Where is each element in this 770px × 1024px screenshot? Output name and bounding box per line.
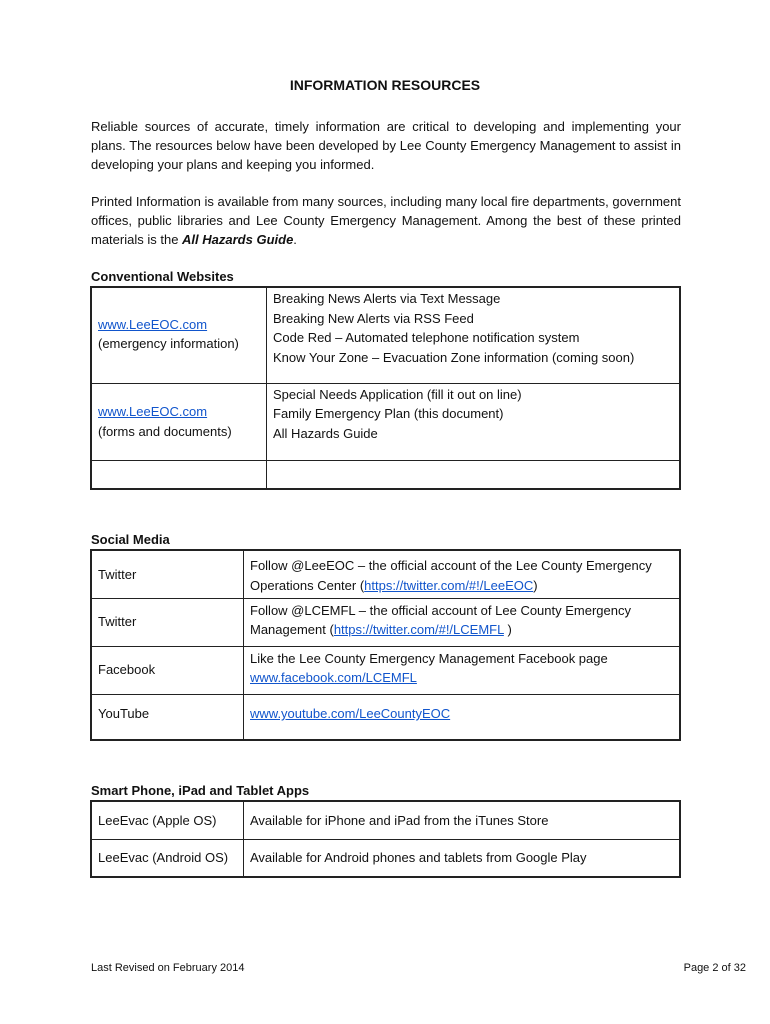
app-desc-cell	[244, 801, 681, 839]
social-media-heading: Social Media	[91, 532, 170, 547]
social-link[interactable]: https://twitter.com/#!/LeeEOC	[364, 577, 534, 593]
social-text-end: )	[503, 622, 512, 637]
printed-info-paragraph	[91, 192, 681, 249]
app-name: LeeEvac (Android OS)	[98, 850, 229, 865]
app-description: Available for iPhone and iPad from the iTunes Store	[250, 812, 549, 828]
list-item: Breaking News Alerts via Text Message	[273, 291, 501, 306]
platform-name: Facebook	[98, 662, 156, 678]
website-cell	[91, 287, 267, 383]
app-name-cell	[91, 801, 244, 839]
app-description: Available for Android phones and tablets from Google Play	[250, 850, 587, 865]
website-features-cell	[267, 383, 681, 460]
social-description-cell	[244, 646, 681, 694]
social-link[interactable]: https://twitter.com/#!/LCEMFL	[333, 622, 504, 637]
platform-name: Twitter	[98, 566, 137, 582]
table-row	[91, 287, 680, 383]
table-row	[91, 839, 680, 877]
website-note: (forms and documents)	[98, 423, 232, 439]
websites-table	[90, 286, 681, 490]
social-text: Follow @LeeEOC – the official account of the Lee County Emergency Operations Center (	[250, 558, 652, 593]
website-link[interactable]: www.LeeEOC.com	[98, 316, 208, 332]
printed-text-after: .	[293, 232, 297, 247]
table-row	[91, 460, 680, 489]
table-row	[91, 801, 680, 839]
social-link[interactable]: www.youtube.com/LeeCountyEOC	[250, 706, 451, 721]
table-row	[91, 694, 680, 740]
list-item: All Hazards Guide	[273, 425, 378, 441]
website-link[interactable]: www.LeeEOC.com	[98, 404, 208, 419]
social-description-cell	[244, 694, 681, 740]
apps-heading: Smart Phone, iPad and Tablet Apps	[91, 783, 310, 798]
page-title: INFORMATION RESOURCES	[289, 77, 481, 93]
empty-cell	[91, 460, 267, 489]
platform-cell	[91, 598, 244, 646]
app-name-cell	[91, 839, 244, 877]
social-text: Like the Lee County Emergency Management Facebook page	[250, 650, 608, 666]
all-hazards-guide-emphasis: All Hazards Guide	[182, 232, 294, 247]
websites-heading: Conventional Websites	[91, 269, 234, 284]
platform-name: Twitter	[98, 614, 137, 630]
printed-text-before: Printed Information is available from many sources, including many local fire departments, government offices, public libraries and Lee County Emergency Management. Among the best of these printed materials is the	[91, 194, 681, 247]
table-row	[91, 550, 680, 598]
website-cell	[91, 383, 267, 460]
list-item: Code Red – Automated telephone notification system	[273, 330, 580, 345]
platform-cell	[91, 694, 244, 740]
empty-cell	[267, 460, 681, 489]
intro-paragraph: Reliable sources of accurate, timely information are critical to developing and implementing your plans. The resources below have been developed by Lee County Emergency Management to assist in developing your plans and keeping you informed.	[91, 119, 681, 172]
social-text: Follow @LCEMFL – the official account of Lee County Emergency Management (	[250, 602, 631, 637]
table-row	[91, 646, 680, 694]
social-description-cell	[244, 550, 681, 598]
list-item: Family Emergency Plan (this document)	[273, 406, 504, 421]
table-row	[91, 598, 680, 646]
social-media-table	[90, 549, 681, 741]
platform-cell	[91, 550, 244, 598]
list-item: Special Needs Application (fill it out on line)	[273, 386, 522, 402]
social-description-cell	[244, 598, 681, 646]
footer-page-number: Page 2 of 32	[683, 962, 746, 974]
table-row	[91, 383, 680, 460]
platform-name: YouTube	[98, 706, 150, 721]
app-name: LeeEvac (Apple OS)	[98, 812, 217, 828]
list-item: Breaking New Alerts via RSS Feed	[273, 310, 474, 326]
apps-table	[90, 800, 681, 878]
footer-revised: Last Revised on February 2014	[91, 962, 245, 974]
platform-cell	[91, 646, 244, 694]
app-desc-cell	[244, 839, 681, 877]
website-features-cell	[267, 287, 681, 383]
social-text-end: )	[533, 577, 538, 593]
list-item: Know Your Zone – Evacuation Zone information (coming soon)	[273, 349, 635, 365]
website-note: (emergency information)	[98, 336, 239, 352]
social-link[interactable]: www.facebook.com/LCEMFL	[250, 670, 417, 685]
